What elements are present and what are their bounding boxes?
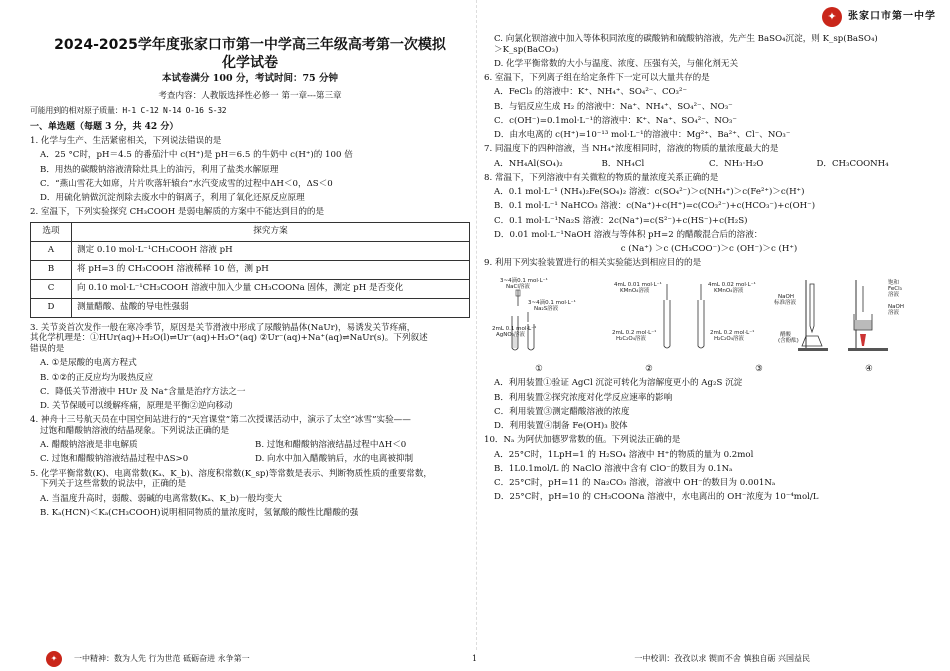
fig3-label-vinegar2: (含酚酞) (778, 338, 799, 345)
option-c: C．利用装置③测定醋酸溶液的浓度 (494, 406, 630, 417)
question-4 (30, 415, 470, 465)
row-key: A (31, 241, 72, 260)
question-stem: 5. 化学平衡常数(K)、电离常数(Kₐ、K_b)、溶度积常数(K_sp)等常数是表示、判断物质性质的重要常数， (30, 468, 433, 479)
option-c: C．c(OH⁻)=0.1mol·L⁻¹的溶液中：K⁺、Na⁺、SO₄²⁻、NO₃⁻ (494, 115, 737, 126)
question-2 (30, 207, 470, 317)
fig4-label-fe: 饱和 (888, 280, 900, 287)
option-a: A．FeCl₃ 的溶液中：K⁺、NH₄⁺、SO₄²⁻、CO₃²⁻ (494, 87, 687, 98)
fig2-label-l1: 4mL 0.01 mol·L⁻¹ (614, 282, 662, 289)
table-row (31, 279, 470, 298)
school-emblem-icon: ✦ (822, 7, 842, 27)
option-b: B．与铝反应生成 H₂ 的溶液中：Na⁺、NH₄⁺、SO₄²⁻、NO₃⁻ (494, 101, 733, 112)
option-d: D. 向水中加入醋酸钠后，水的电离被抑制 (255, 454, 414, 465)
option-d: D．CH₃COONH₄ (816, 158, 889, 169)
row-value: 将 pH=3 的 CH₃COOH 溶液稀释 10 倍，测 pH (72, 260, 470, 279)
fig3-label-naoh2: 标准溶液 (774, 300, 797, 307)
apparatus-1 (492, 276, 576, 350)
fig1-label-bot: 2mL 0.1 mol·L⁻¹ (492, 326, 537, 333)
question-5-continued (484, 34, 924, 70)
option-b: B. 过饱和醋酸钠溶液结晶过程中ΔH＜0 (255, 440, 407, 451)
page-number: 1 (472, 654, 478, 663)
column-divider (476, 0, 477, 650)
question-stem: 6. 室温下，下列离子组在给定条件下一定可以大量共存的是 (484, 73, 710, 84)
option-d: D．用硫化钠做沉淀剂除去废水中的铜离子，利用了氧化还原反应原理 (40, 193, 305, 204)
question-stem: 4. 神舟十三号航天员在中国空间站进行的“天宫课堂”第二次授课活动中，演示了太空“冰雪”实验—— (30, 415, 411, 426)
option-a: A. ①是尿酸的电离方程式 (40, 358, 137, 369)
option-d: D．25°C时，pH=10 的 CH₃COONa 溶液中，水电离出的 OH⁻浓度为 10⁻⁴mol/L (494, 492, 819, 503)
exam-subtitle: 化学试卷 (222, 55, 278, 72)
option-a: A．NH₄Al(SO₄)₂ (494, 158, 563, 169)
option-c-cont: ＞K_sp(BaCO₃) (494, 44, 559, 55)
fig2-label-b1: 2mL 0.2 mol·L⁻¹ (612, 330, 657, 337)
score-info: 本试卷满分 100 分，考试时间：75 分钟 (162, 73, 338, 85)
row-key: D (31, 298, 72, 317)
fig2-label-b2: H₂C₂O₄溶液 (616, 336, 646, 343)
footer-motto: 一中精神：数为人先 行为世范 砥砺奋进 永争第一 (74, 654, 250, 663)
figure-label-1: ① (535, 364, 543, 375)
exam-title: 2024-2025学年度张家口市第一中学高三年级高考第一次模拟 (54, 37, 446, 53)
options-row (484, 159, 924, 170)
question-stem: 8. 常温下，下列溶液中有关微粒的物质的量浓度关系正确的是 (484, 172, 719, 183)
option-a: A. 醋酸钠溶液是非电解质 (40, 440, 138, 451)
fig1-label-top2: NaCl溶液 (506, 284, 530, 291)
apparatus-4 (848, 278, 904, 351)
fig3-label-vinegar: 醋酸 (780, 332, 792, 339)
question-stem-cont: 其化学机理是：①HUr(aq)+H₂O(l)⇌Ur⁻(aq)+H₃O⁺(aq) ②Ur⁻(aq)+Na⁺(aq)⇌NaUr(s)。下列叙述 (30, 333, 428, 344)
right-column (484, 34, 924, 507)
option-b: B．用热的碳酸钠溶液清除灶具上的油污，利用了盐类水解原理 (40, 164, 279, 175)
atomic-masses: 可能用到的相对原子质量：H-1 C-12 N-14 O-16 S-32 (30, 105, 227, 115)
row-value: 向 0.10 mol·L⁻¹CH₃COOH 溶液中加入少量 CH₃COONa 固体，测定 pH 是否变化 (72, 279, 470, 298)
col-header-scheme: 探究方案 (72, 222, 470, 241)
question-stem: 1. 化学与生产、生活紧密相关，下列说法错误的是 (30, 136, 222, 147)
row-key: B (31, 260, 72, 279)
option-c: C. 过饱和醋酸钠溶液结晶过程中ΔS>0 (40, 454, 189, 465)
option-b: B．NH₄Cl (601, 158, 645, 169)
option-c: C. 向氯化钡溶液中加入等体积同浓度的碳酸钠和硫酸钠溶液，先产生 BaSO₄沉淀，则 K_sp(BaSO₄) (494, 34, 878, 44)
question-stem-cont: 错误的是 (30, 344, 65, 355)
option-d-cont: c (Na⁺) ＞c (CH₃COO⁻)＞c (OH⁻)＞c (H⁺) (620, 244, 798, 255)
option-c: C．25°C时，pH=11 的 Na₂CO₃ 溶液，溶液中 OH⁻的数目为 0.001Nₐ (494, 478, 776, 489)
school-logo (822, 7, 936, 27)
exam-scope: 考查内容：人教版选择性必修一 第一章---第三章 (158, 91, 342, 102)
fig1-label-bot2: AgNO₃溶液 (496, 332, 525, 339)
options-row (30, 454, 470, 465)
option-c: C．降低关节滑液中 HUr 及 Na⁺含量是治疗方法之一 (40, 386, 246, 397)
figure-label-2: ② (645, 364, 653, 375)
options-row (30, 440, 470, 451)
fig2-label-r2: KMnO₄溶液 (714, 288, 744, 295)
option-a: A．25°C时，1LpH=1 的 H₂SO₄ 溶液中 H⁺的物质的量为 0.2mol (494, 449, 754, 460)
page-footer (0, 649, 950, 671)
left-column (30, 8, 470, 522)
fig3-label-naoh: NaOH (778, 294, 794, 301)
option-b: B. Kₐ(HCN)＜Kₐ(CH₃COOH)说明相同物质的量浓度时，氢氰酸的酸性比醋酸的强 (40, 507, 359, 518)
option-b: B. ①②的正反应均为吸热反应 (40, 372, 154, 383)
question-stem: 7. 同温度下的四种溶液，当 NH₄⁺浓度相同时，溶液的物质的量浓度最大的是 (484, 144, 779, 155)
option-a: A．利用装置①验证 AgCl 沉淀可转化为溶解度更小的 Ag₂S 沉淀 (494, 378, 743, 389)
option-d: D．由水电离的 c(H⁺)=10⁻¹³ mol·L⁻¹的溶液中：Mg²⁺、Ba²⁺、Cl⁻、NO₃⁻ (494, 130, 791, 141)
option-d: D. 关节保暖可以缓解疼痛，原理是平衡②逆向移动 (40, 401, 233, 412)
figure-label-4: ④ (865, 364, 873, 375)
question-10 (484, 435, 924, 503)
apparatus-labels (484, 364, 924, 375)
table-row (31, 241, 470, 260)
question-9 (484, 258, 924, 432)
question-6 (484, 73, 924, 141)
question-8 (484, 173, 924, 255)
section-heading: 一、单选题（每题 3 分，共 42 分） (30, 121, 179, 132)
table-row (31, 298, 470, 317)
option-c: C．0.1 mol·L⁻¹Na₂S 溶液：2c(Na⁺)=c(S²⁻)+c(HS⁻)+c(H₂S) (494, 215, 748, 226)
apparatus-2 (612, 281, 756, 348)
option-b: B．0.1 mol·L⁻¹ NaHCO₃ 溶液：c(Na⁺)+c(H⁺)=c(CO₃²⁻)+c(HCO₃⁻)+c(OH⁻) (494, 201, 816, 212)
footer-emblem-icon: ✦ (46, 651, 62, 667)
row-value: 测量醋酸、盐酸的导电性强弱 (72, 298, 470, 317)
fig1-label-mid2: Na₂S溶液 (534, 306, 559, 313)
scheme-table (30, 222, 470, 318)
option-b: B．1L0.1mol/L 的 NaClO 溶液中含有 ClO⁻的数目为 0.1Nₐ (494, 463, 733, 474)
row-key: C (31, 279, 72, 298)
option-c: C．“燕山雪花大如席，片片吹落轩辕台”水汽变成雪的过程中ΔH＜0，ΔS＜0 (40, 178, 333, 189)
option-c: C．NH₃·H₂O (709, 158, 764, 169)
fig2-label-r1: 4mL 0.02 mol·L⁻¹ (708, 282, 756, 289)
option-b: B．利用装置②探究浓度对化学反应速率的影响 (494, 392, 673, 403)
option-a: A. 当温度升高时，弱酸、弱碱的电离常数(Kₐ、K_b)一般均变大 (40, 493, 282, 504)
col-header-option: 选项 (31, 222, 72, 241)
option-d: D．利用装置④制备 Fe(OH)₃ 胶体 (494, 421, 628, 432)
question-stem: 2. 室温下，下列实验探究 CH₃COOH 是弱电解质的方案中不能达到目的的是 (30, 207, 325, 218)
fig1-label-mid: 3~4滴0.1 mol·L⁻¹ (528, 300, 576, 307)
table-row (31, 260, 470, 279)
option-a: A．25 °C时，pH＝4.5 的番茄汁中 c(H⁺)是 pH＝6.5 的牛奶中 c(H⁺)的 100 倍 (40, 150, 353, 161)
fig1-label-top: 3~4滴0.1 mol·L⁻¹ (500, 278, 548, 285)
option-d: D．0.01 mol·L⁻¹NaOH 溶液与等体积 pH=2 的醋酸混合后的溶液： (494, 229, 763, 240)
fig2-label-l2: KMnO₄溶液 (620, 288, 650, 295)
question-3 (30, 323, 470, 412)
fig4-label-na2: 溶液 (888, 310, 900, 317)
apparatus-figure (488, 276, 918, 356)
figure-label-3: ③ (755, 364, 763, 375)
question-stem: 9. 利用下列实验装置进行的相关实验能达到相应目的的是 (484, 258, 702, 269)
table-header-row (31, 222, 470, 241)
question-7 (484, 144, 924, 169)
question-5 (30, 469, 470, 519)
question-stem: 3. 关节炎首次发作一般在寒冷季节，原因是关节滑液中形成了尿酸钠晶体(NaUr)，易诱发关节疼痛， (30, 322, 416, 333)
row-value: 测定 0.10 mol·L⁻¹CH₃COOH 溶液 pH (72, 241, 470, 260)
fig4-label-na: NaOH (888, 304, 904, 311)
fig4-label-fe3: 溶液 (888, 292, 900, 299)
question-stem: 10．Nₐ 为阿伏加德罗常数的值。下列说法正确的是 (484, 435, 681, 446)
question-stem-cont: 下列关于这些常数的说法中，正确的是 (40, 479, 187, 490)
apparatus-3 (774, 280, 828, 351)
fig2-label-b4: H₂C₂O₄溶液 (714, 336, 744, 343)
fig4-label-fe2: FeCl₃ (888, 286, 902, 293)
fig2-label-b3: 2mL 0.2 mol·L⁻¹ (710, 330, 755, 337)
footer-school-motto: 一中校训：孜孜以求 锲而不舍 慎独自砺 兴国益民 (634, 654, 810, 663)
question-stem-cont: 过饱和醋酸钠溶液的结晶现象。下列说法正确的是 (40, 426, 230, 437)
option-d: D. 化学平衡常数的大小与温度、浓度、压强有关，与催化剂无关 (494, 58, 739, 69)
school-name: 张家口市第一中学 (848, 10, 936, 22)
question-1 (30, 136, 470, 204)
option-a: A．0.1 mol·L⁻¹ (NH₄)₂Fe(SO₄)₂ 溶液：c(SO₄²⁻)＞c(NH₄⁺)＞c(Fe²⁺)＞c(H⁺) (494, 187, 805, 198)
